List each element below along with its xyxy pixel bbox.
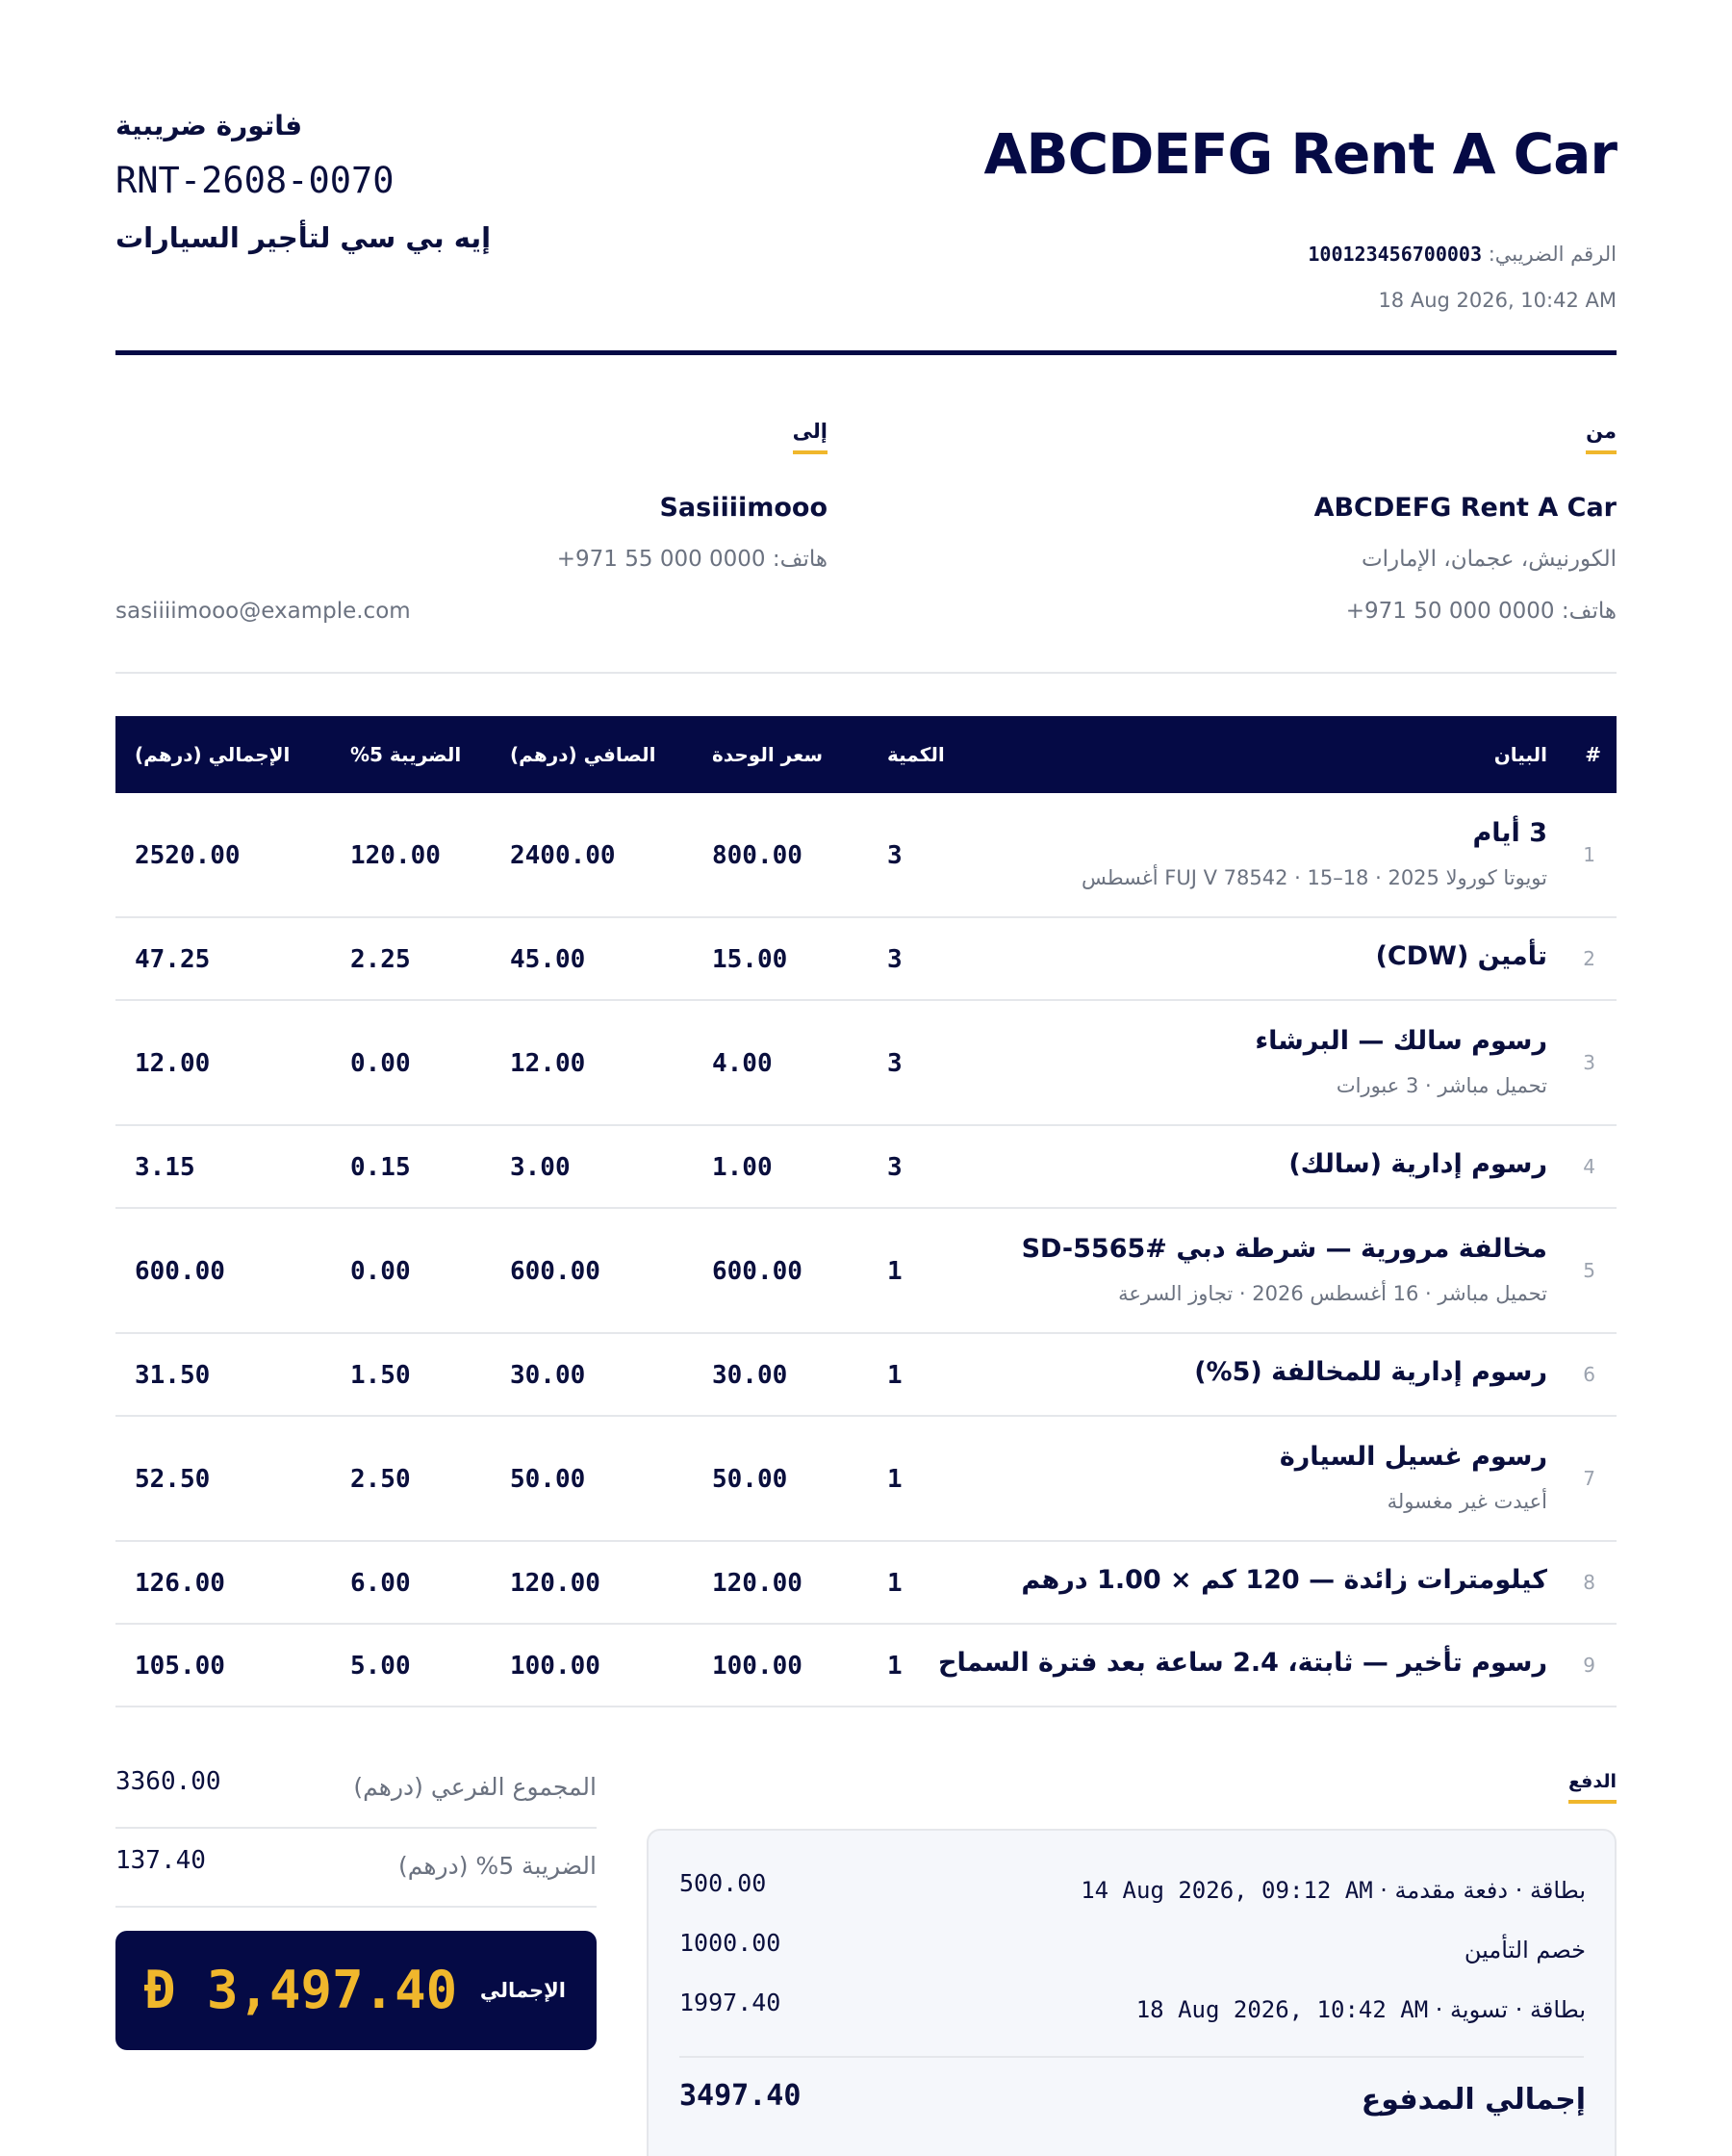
row-description: رسوم تأخير — ثابتة، 2.4 ساعة بعد فترة السماح bbox=[938, 1648, 1547, 1678]
th-quantity: الكمية bbox=[887, 743, 945, 766]
row-description: رسوم غسيل السيارة bbox=[1279, 1442, 1547, 1472]
totals-divider bbox=[115, 1906, 597, 1908]
row-description: تأمين (CDW) bbox=[1375, 941, 1547, 971]
row-net: 3.00 bbox=[510, 1153, 571, 1182]
row-index: 7 bbox=[1583, 1467, 1595, 1490]
row-index: 8 bbox=[1583, 1571, 1595, 1594]
row-description: كيلومترات زائدة — 120 كم × 1.00 درهم bbox=[1021, 1565, 1547, 1595]
th-total: الإجمالي (درهم) bbox=[135, 743, 291, 766]
row-description: رسوم إدارية (سالك) bbox=[1288, 1149, 1547, 1179]
table-row bbox=[115, 918, 1617, 1001]
row-index: 5 bbox=[1583, 1259, 1595, 1282]
row-qty: 1 bbox=[887, 1361, 903, 1390]
grand-total-box bbox=[115, 1931, 597, 2050]
row-net: 45.00 bbox=[510, 945, 586, 974]
row-total: 52.50 bbox=[135, 1465, 211, 1494]
invoice-number: RNT-2608-0070 bbox=[115, 160, 395, 201]
row-total: 600.00 bbox=[135, 1257, 225, 1286]
table-row bbox=[115, 1126, 1617, 1209]
row-net: 100.00 bbox=[510, 1652, 600, 1681]
row-index: 4 bbox=[1583, 1155, 1595, 1178]
to-name: Sasiiiimooo bbox=[659, 493, 828, 523]
row-vat: 1.50 bbox=[350, 1361, 411, 1390]
row-subtext: تحميل مباشر · 16 أغسطس 2026 · تجاوز السرعة bbox=[1118, 1282, 1547, 1305]
th-net: الصافي (درهم) bbox=[510, 743, 656, 766]
row-index: 3 bbox=[1583, 1051, 1595, 1074]
row-net: 120.00 bbox=[510, 1569, 600, 1598]
row-total: 105.00 bbox=[135, 1652, 225, 1681]
row-index: 6 bbox=[1583, 1363, 1595, 1386]
items-table-header bbox=[115, 716, 1617, 793]
table-row bbox=[115, 1334, 1617, 1417]
row-index: 1 bbox=[1583, 843, 1595, 866]
row-description: 3 أيام bbox=[1472, 818, 1547, 848]
row-total: 2520.00 bbox=[135, 841, 241, 870]
row-net: 12.00 bbox=[510, 1049, 586, 1078]
to-phone: هاتف: 0000 000 55 971+ bbox=[556, 547, 828, 572]
to-email: sasiiiimooo@example.com bbox=[115, 599, 411, 624]
grand-total-value: Đ 3,497.40 bbox=[144, 1960, 458, 2020]
payment-description bbox=[1136, 1996, 1586, 2023]
row-qty: 3 bbox=[887, 945, 903, 974]
subtotal-value: 3360.00 bbox=[115, 1767, 221, 1796]
vat-total-label: الضريبة 5% (درهم) bbox=[397, 1852, 597, 1880]
paid-total-value: 3497.40 bbox=[679, 2079, 802, 2113]
tax-label: الرقم الضريبي: bbox=[1488, 243, 1617, 266]
to-tag: إلى bbox=[793, 420, 828, 454]
from-tag: من bbox=[1586, 420, 1617, 454]
row-net: 30.00 bbox=[510, 1361, 586, 1390]
company-name-ar: إيه بي سي لتأجير السيارات bbox=[115, 221, 492, 254]
row-unit: 15.00 bbox=[712, 945, 788, 974]
from-address: الكورنيش، عجمان، الإمارات bbox=[1362, 547, 1617, 572]
row-subtext: تحميل مباشر · 3 عبورات bbox=[1336, 1074, 1547, 1097]
payment-description bbox=[1465, 1937, 1586, 1964]
payment-method: بطاقة · تسوية · bbox=[1435, 1996, 1586, 2023]
payments-divider bbox=[679, 2056, 1584, 2058]
row-total: 31.50 bbox=[135, 1361, 211, 1390]
payment-amount: 1000.00 bbox=[679, 1929, 781, 1957]
row-qty: 3 bbox=[887, 1049, 903, 1078]
th-description: البيان bbox=[1493, 743, 1547, 766]
row-qty: 1 bbox=[887, 1652, 903, 1681]
payment-date: 18 Aug 2026, 10:42 AM bbox=[1135, 1996, 1429, 2023]
row-vat: 2.25 bbox=[350, 945, 411, 974]
row-unit: 30.00 bbox=[712, 1361, 788, 1390]
row-description: رسوم إدارية للمخالفة (5%) bbox=[1194, 1357, 1547, 1387]
row-qty: 1 bbox=[887, 1257, 903, 1286]
from-name: ABCDEFG Rent A Car bbox=[1313, 493, 1617, 523]
row-subtext: أعيدت غير مغسولة bbox=[1387, 1490, 1547, 1513]
vat-total-value: 137.40 bbox=[115, 1846, 206, 1875]
table-row bbox=[115, 1417, 1617, 1542]
row-vat: 2.50 bbox=[350, 1465, 411, 1494]
row-description: رسوم سالك — البرشاء bbox=[1255, 1026, 1547, 1056]
parties-divider bbox=[115, 672, 1617, 674]
row-qty: 3 bbox=[887, 841, 903, 870]
row-vat: 0.15 bbox=[350, 1153, 411, 1182]
company-brand: ABCDEFG Rent A Car bbox=[983, 121, 1617, 187]
row-unit: 600.00 bbox=[712, 1257, 802, 1286]
th-unit-price: سعر الوحدة bbox=[712, 743, 824, 766]
row-total: 12.00 bbox=[135, 1049, 211, 1078]
row-vat: 0.00 bbox=[350, 1049, 411, 1078]
row-unit: 100.00 bbox=[712, 1652, 802, 1681]
payment-method: خصم التأمين bbox=[1464, 1937, 1586, 1964]
payment-method: بطاقة · دفعة مقدمة · bbox=[1380, 1877, 1586, 1904]
row-index: 2 bbox=[1583, 947, 1595, 970]
table-row bbox=[115, 1625, 1617, 1707]
row-subtext: تويوتا كورولا 2025 · FUJ V 78542 · 15–18 أغسطس bbox=[1082, 866, 1547, 889]
row-unit: 50.00 bbox=[712, 1465, 788, 1494]
header-divider bbox=[115, 350, 1617, 355]
row-qty: 1 bbox=[887, 1465, 903, 1494]
th-index: # bbox=[1585, 743, 1601, 766]
table-row bbox=[115, 793, 1617, 918]
row-total: 126.00 bbox=[135, 1569, 225, 1598]
totals-divider bbox=[115, 1827, 597, 1829]
invoice-page bbox=[115, 0, 1617, 2156]
row-unit: 800.00 bbox=[712, 841, 802, 870]
row-unit: 120.00 bbox=[712, 1569, 802, 1598]
row-vat: 6.00 bbox=[350, 1569, 411, 1598]
row-qty: 1 bbox=[887, 1569, 903, 1598]
th-vat: الضريبة 5% bbox=[350, 743, 462, 766]
table-row bbox=[115, 1542, 1617, 1625]
row-index: 9 bbox=[1583, 1654, 1595, 1677]
payment-amount: 1997.40 bbox=[679, 1989, 781, 2016]
tax-number bbox=[1308, 243, 1617, 266]
row-unit: 4.00 bbox=[712, 1049, 773, 1078]
tax-value: 100123456700003 bbox=[1308, 243, 1482, 266]
table-row bbox=[115, 1209, 1617, 1334]
subtotal-label: المجموع الفرعي (درهم) bbox=[353, 1773, 597, 1801]
payment-description bbox=[1081, 1877, 1586, 1904]
row-vat: 0.00 bbox=[350, 1257, 411, 1286]
row-net: 600.00 bbox=[510, 1257, 600, 1286]
invoice-date: 18 Aug 2026, 10:42 AM bbox=[1378, 289, 1617, 312]
table-row bbox=[115, 1001, 1617, 1126]
grand-total-label: الإجمالي bbox=[479, 1979, 566, 2002]
payments-tag: الدفع bbox=[1568, 1771, 1617, 1804]
row-net: 50.00 bbox=[510, 1465, 586, 1494]
from-phone: هاتف: 0000 000 50 971+ bbox=[1345, 599, 1617, 624]
row-unit: 1.00 bbox=[712, 1153, 773, 1182]
invoice-title: فاتورة ضريبية bbox=[115, 110, 303, 141]
row-total: 3.15 bbox=[135, 1153, 195, 1182]
paid-total-label: إجمالي المدفوع bbox=[1361, 2083, 1586, 2117]
row-qty: 3 bbox=[887, 1153, 903, 1182]
row-vat: 5.00 bbox=[350, 1652, 411, 1681]
payment-date: 14 Aug 2026, 09:12 AM bbox=[1081, 1877, 1373, 1904]
row-description: مخالفة مرورية — شرطة دبي #SD-5565 bbox=[1021, 1234, 1547, 1264]
row-total: 47.25 bbox=[135, 945, 211, 974]
row-net: 2400.00 bbox=[510, 841, 616, 870]
payment-amount: 500.00 bbox=[679, 1869, 767, 1897]
row-vat: 120.00 bbox=[350, 841, 441, 870]
